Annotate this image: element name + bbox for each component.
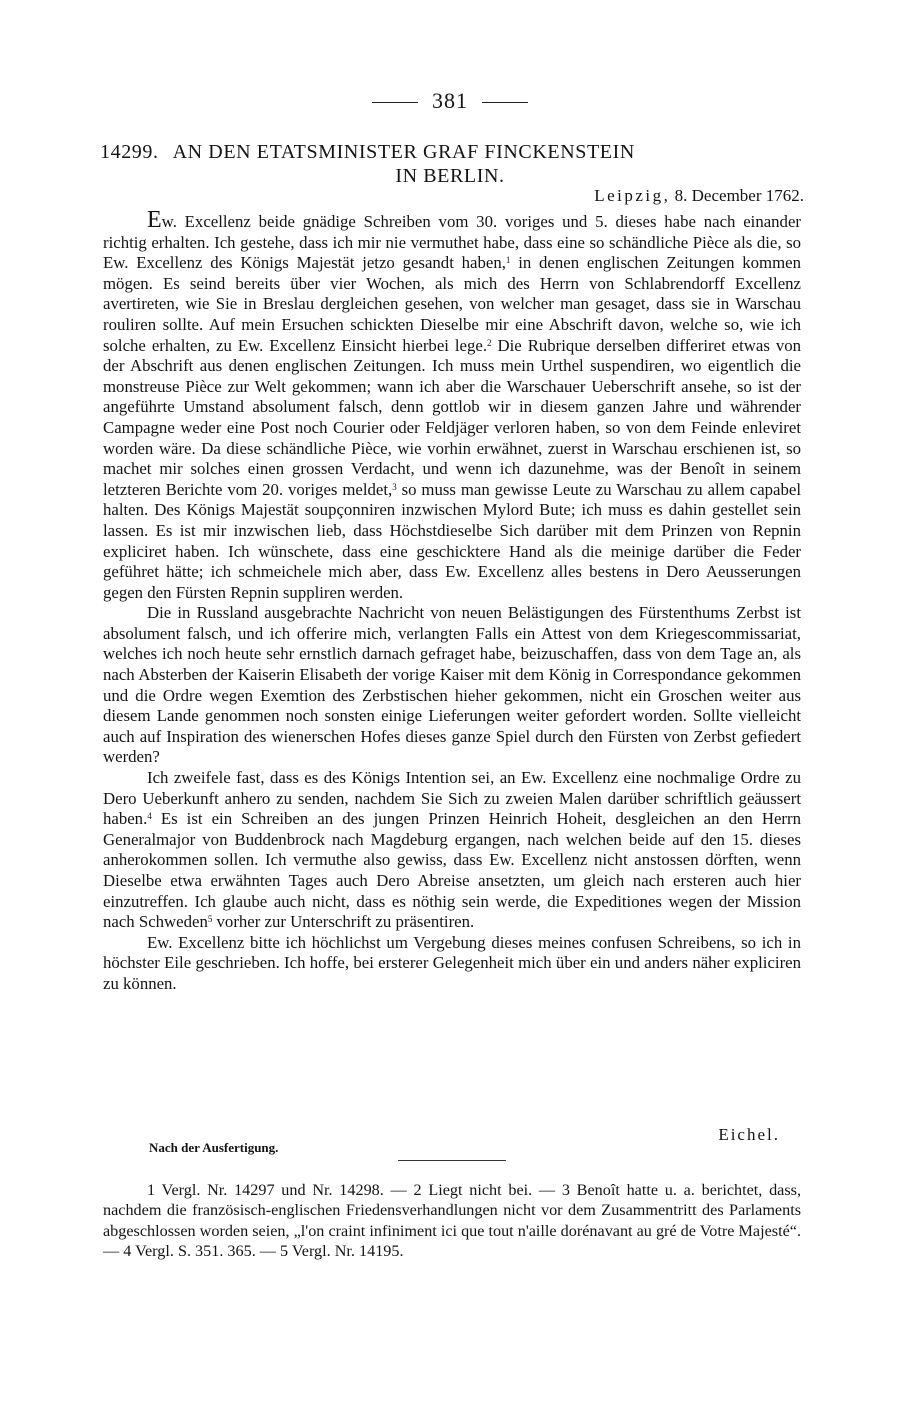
paragraph-text: Es ist ein Schreiben an des jungen Prinzen Heinrich Hoheit, desgleichen an den Herrn Generalmajor von Buddenbrock nach Magdeburg ergangen, nach welchen beide auf den 15. dieses anherokommen sollen. Ich vermuthe also gewiss, dass Ew. Excellenz nicht anstossen dörften, wenn Dieselbe etwa erwähnten Tages auch Dero Abreise ansetzten, um gleich nach ersteren auch hier einzutreffen. Ich glaube auch nicht, dass es nöthig sein werde, die Expeditiones wegen der Mission nach Schweden [103,809,801,932]
paragraph-text: so muss man gewisse Leute zu Warschau zu allem capabel halten. Des Königs Majestät soupçonniren inzwischen Mylord Bute; ich muss es dahin gestellet sein lassen. Es ist mir inzwischen lieb, dass Höchstdieselbe Sich darüber mit dem Prinzen von Repnin expliciret haben. Ich wünschete, dass eine geschicktere Hand als die meinige darüber die Feder geführet hätte; ich schmeichele mich aber, dass Ew. Excellenz alles bestens in Dero Aeusserungen gegen den Fürsten Repnin suppliren werden. [103,479,801,602]
footnote-ref: 4 [147,811,152,822]
paragraph-text: Die Rubrique derselben differiret etwas von der Abschrift aus denen englischen Zeitungen. Ich muss mein Urthel suspendiren, wo eigentlich die monstreuse Pièce zur Welt gekommen; wann ich aber die Warschauer Ueberschrift ansehe, so ist der angeführte Umstand absolument falsch, denn gottlob wir in diesem ganzen Jahre und währender Campagne weder eine Post noch Courier oder Feldjäger verloren haben, so von dem Feinde enleviret worden wäre. Da diese schändliche Pièce, wie vorhin erwähnet, zuerst in Warschau erschienen ist, so machet mir solches einen grossen Verdacht, und wenn ich dazunehme, was der Benoît in seinem letzteren Berichte vom 20. voriges meldet, [103,335,802,499]
header-rule-left [372,102,418,103]
letter-heading [100,140,800,188]
dateline-date: 8. December 1762. [670,186,804,205]
initial-letter: E [147,207,162,233]
paragraph [103,207,802,603]
footnote-ref: 2 [487,337,492,348]
letter-number: 14299. [100,141,159,163]
page-number: 381 [432,88,468,113]
paragraph-text: Ich zweifele fast, dass es des Königs Intention sei, an Ew. Excellenz eine nochmalige Ordre zu Dero Ueberkunft anhero zu senden, nachdem Sie Sich zu zweien Malen darüber schriftlich geäussert haben. [103,768,801,829]
dateline-place: Leipzig, [594,186,671,205]
paragraph [103,768,801,933]
paragraph-text: w. Excellenz beide gnädige Schreiben vom 30. voriges und 5. dieses habe nach einander richtig erhalten. Ich gestehe, dass ich mir nie vermuthet habe, dass eine so schändliche Pièce als die, so Ew. Excellenz des Königs Majestät jetzo gesandt haben, [103,212,801,273]
paragraph-text: vorher zur Unterschrift zu präsentiren. [212,912,475,932]
letter-body [103,207,802,995]
paragraph-text: in denen englischen Zeitungen kommen mögen. Es seind bereits über vier Wochen, als mich des Herrn von Schlabrendorff Excellenz avertireten, wie Sie in Breslau dergleichen gesehen, von welcher man gesaget, dass sie in Warschau rouliren sollte. Auf mein Ersuchen schickten Dieselbe mir eine Abschrift davon, welche so, wie ich solche erhalten, zu Ew. Excellenz Einsicht hierbei lege. [103,253,801,355]
footnote-ref: 5 [207,914,213,925]
source-note: Nach der Ausfertigung. [149,1140,279,1155]
signature: Eichel. [718,1125,780,1144]
paragraph-text: Die in Russland ausgebrachte Nachricht von neuen Belästigungen des Fürstenthums Zerbst ist absolument falsch, und ich offerire mich, verlangten Falls ein Attest von dem Kriegescommissariat, welches ich noch heute sehr ernstlich darnach gefraget habe, beizuschaffen, dass von dem Tage an, als nach Absterben der Kaiserin Elisabeth der vorige Kaiser mit dem König in Correspondance gekommen und die Ordre wegen Exemtion des Zerbstischen hieher gekommen, nicht ein Groschen weiter aus diesem Lande genommen noch sonsten einige Lieferungen weiter gefordert worden. Sollte vielleicht auch auf Inspiration des wienerschen Hofes dieses ganze Spiel durch den Fürsten von Zerbst gefiedert werden? [103,603,801,767]
paragraph [103,933,801,995]
footnote-ref: 1 [505,255,511,266]
footnote-text: 1 Vergl. Nr. 14297 und Nr. 14298. — 2 Liegt nicht bei. — 3 Benoît hatte u. a. berichtet, dass, nachdem die französisch-englischen Friedensverhandlungen nicht vor dem Zusammentritt des Parlaments abgeschlossen worden seien, „l'on craint infiniment ici que tout n'aille dorénavant au gré de Votre Majesté“. — 4 Vergl. S. 351. 365. — 5 Vergl. Nr. 14195. [103,1181,801,1260]
letter-title-line1: AN DEN ETATSMINISTER GRAF FINCKENSTEIN [172,141,635,163]
footnote-ref: 3 [392,481,397,492]
header-rule-right [482,102,528,103]
footnotes [103,1180,801,1261]
dateline [594,186,804,206]
letter-title-line2: IN BERLIN. [395,165,505,187]
paragraph [103,603,801,768]
footnote-separator [398,1160,506,1161]
paragraph-text: Ew. Excellenz bitte ich höchlichst um Vergebung dieses meines confusen Schreibens, so ich in höchster Eile geschrieben. Ich hoffe, bei ersterer Gelegenheit mich über ein und anders näher expliciren zu können. [103,932,801,993]
page-header [0,88,900,114]
